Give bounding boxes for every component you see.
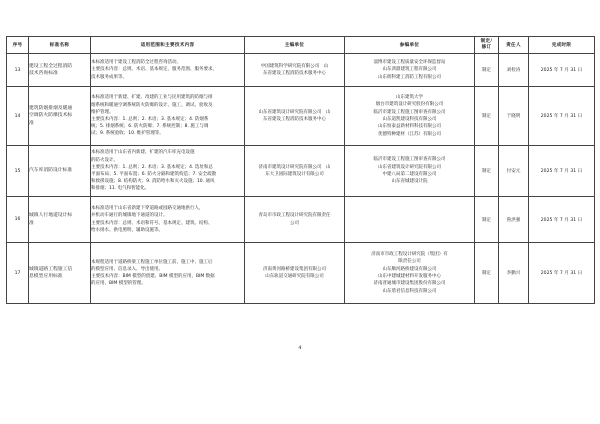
standards-table: [6, 36, 595, 304]
table-header-row: [7, 37, 595, 54]
col-header-type-text: 制定/修订: [480, 39, 493, 50]
scope-line: 本规程适用于道路桥梁工程施工单位施工前、施工中、施工后: [91, 259, 213, 265]
col-header-scope: 适用范围和主要技术内容: [91, 37, 245, 54]
partner-unit: 限责任公司: [398, 259, 421, 265]
col-header-person: 责任人: [499, 37, 529, 54]
scope-line: 本标准适用于建设工程消防全过程咨询活动。: [91, 60, 181, 66]
scope-line: 本标准适用于山东省内新建、扩建的汽车库充电设施: [91, 150, 195, 156]
partner-unit: 临沂市建设工程施工图审查有限公司: [373, 109, 446, 115]
responsible-person: 于晓明: [499, 87, 529, 146]
chief-unit-line: 东大卫国际建筑设计有限公司: [265, 172, 324, 177]
standard-name-line: 准: [29, 120, 34, 126]
deadline: 2025 年 7 月 31 日: [529, 87, 595, 146]
scope-line: 主要技术内容：总则、术语和符号、基本规定、建筑、结构、: [91, 220, 213, 226]
standard-name-line: 技术咨询标准: [29, 71, 58, 76]
standards-table-page: [6, 36, 594, 304]
row-number: 17: [7, 243, 29, 304]
chief-unit: [245, 54, 345, 87]
row-number: 16: [7, 197, 29, 243]
partner-unit: 山东省城建设计院: [391, 179, 428, 185]
revision-type: 制定: [475, 197, 499, 243]
partner-unit: 山东朗科建工消防工程有限公司: [378, 74, 441, 80]
scope-line: 本标准适用于山东省新建下穿道路或园路交通地供行人，: [91, 206, 204, 212]
row-number: 15: [7, 146, 29, 197]
scope-content: [91, 54, 245, 87]
standard-name: [29, 243, 91, 304]
standard-name: [29, 197, 91, 243]
chief-unit-line: 山东省建筑设计研究院有限公司 山: [258, 109, 331, 115]
deadline: 2025 年 7 月 31 日: [529, 146, 595, 197]
col-header-type: [475, 37, 499, 54]
chief-unit-line: 济南市建筑设计研究院有限公司 山: [258, 164, 331, 170]
chief-unit-line: 济南黄河路桥建设集团有限公司: [263, 266, 326, 272]
scope-line: 主要技术内容：1. 总则；2. 术语；3. 基本规定；4. 防烟系: [91, 117, 209, 122]
table-row: [7, 146, 595, 197]
revision-type: 制定: [475, 87, 499, 146]
partner-unit: 中建八局第二建设有限公司: [382, 172, 437, 177]
revision-type: 制定: [475, 146, 499, 197]
responsible-person: 鲁洪强: [499, 197, 529, 243]
partner-units: [345, 146, 475, 197]
scope-line: 和排烟；11. 电气和智能化。: [91, 186, 150, 192]
standard-name-line: 息模型应用标准: [29, 274, 63, 279]
chief-unit: [245, 87, 345, 146]
partner-units: [345, 243, 475, 304]
deadline: 2025 年 7 月 31 日: [529, 243, 595, 304]
scope-line: 维护管理。: [91, 109, 114, 115]
scope-line: 并机动车通行的城镇地下通道的设计。: [91, 213, 168, 219]
table-row: [7, 54, 595, 87]
partner-unit: 烟台市建筑设计研究股份有限公司: [375, 102, 444, 108]
partner-unit: 济南普通城市建设集团股份有限公司: [373, 281, 446, 287]
chief-unit-line: 东省建设工程消防技术服务中心: [263, 71, 326, 76]
partner-unit: 山东中建城建材料开发服务中心: [378, 274, 441, 279]
revision-type: 制定: [475, 243, 499, 304]
partner-unit: 山东省建筑设计研究院有限公司: [378, 164, 441, 170]
chief-unit-line: 公司: [290, 220, 299, 226]
scope-line: 的防火设计。: [91, 157, 118, 163]
chief-unit: [245, 146, 345, 197]
scope-content: [91, 197, 245, 243]
responsible-person: 付安元: [499, 146, 529, 197]
partner-units: [345, 87, 475, 146]
responsible-person: 刘检涛: [499, 54, 529, 87]
scope-line: 技术服务成果等。: [91, 74, 127, 80]
standard-name-line: 空调防火防爆技术标: [29, 113, 73, 119]
col-header-no: 序号: [7, 37, 29, 54]
table-body: [7, 54, 595, 304]
row-number: 13: [7, 54, 29, 87]
partner-unit: 优德特种建材（江苏）有限公司: [378, 131, 441, 137]
col-header-partner-units: 参编单位: [345, 37, 475, 54]
scope-line: 本标准适用于新建、扩建、改建的工业与民用建筑的防烟与排: [91, 95, 213, 101]
scope-line: 主要技术内容：1. 总则；2. 术语；3. 基本规定；4. 选址和总: [91, 164, 213, 170]
chief-unit-line: 山东轨道交通研究院有限公司: [265, 274, 324, 279]
col-header-name: 标准名称: [29, 37, 91, 54]
responsible-person: 李勤兴: [499, 243, 529, 304]
table-row: [7, 87, 595, 146]
scope-content: [91, 87, 245, 146]
partner-unit: 山东盾君信息科技有限公司: [382, 288, 437, 294]
scope-line: 的应用、BIM 模型的管理。: [91, 281, 146, 287]
standard-name: [29, 87, 91, 146]
scope-line: 试；9. 系统验收；10. 维护管理等。: [91, 131, 164, 137]
chief-unit-line: 中国建筑科学研究院有限公司 山: [260, 63, 329, 69]
scope-line: 和救援设施；8. 结构防火；9. 消防给水和灭火设施；10. 通风: [91, 179, 215, 185]
deadline: 2025 年 7 月 31 日: [529, 54, 595, 87]
page-number: 4: [298, 345, 302, 351]
standard-name: [29, 146, 91, 197]
scope-line: 统；5. 排烟系统；6. 防火防爆；7. 系统控制；8. 施工与调: [91, 124, 209, 130]
chief-unit: [245, 197, 345, 243]
partner-units: [345, 54, 475, 87]
deadline: 2025 年 7 月 31 日: [529, 197, 595, 243]
standard-name-line: 建筑防烟排烟及暖通: [29, 106, 73, 112]
partner-unit: 山东道凯建设科技有限公司: [382, 117, 437, 122]
scope-content: [91, 243, 245, 304]
revision-type: 制定: [475, 54, 499, 87]
table-row: [7, 243, 595, 304]
scope-line: 给水排水、供电照明、辅助设施等。: [91, 227, 163, 233]
standard-name-line: 准: [29, 220, 34, 226]
chief-unit: [245, 243, 345, 304]
table-row: [7, 197, 595, 243]
col-header-chief-unit: 主编单位: [245, 37, 345, 54]
scope-line: 平面布局；5. 平面布置；6. 防火分隔和建筑构造；7. 安全疏散: [91, 172, 217, 177]
scope-line: 烟系统和暖通空调系统防火防爆的设计、施工、调试、验收及: [91, 102, 213, 108]
partner-unit: 山东恒泰益新材料科技有限公司: [378, 124, 441, 130]
scope-line: 的模型应用、信息录入、导出使用。: [91, 266, 163, 272]
scope-line: 主要技术内容：总则、术语、基本规定、服务范围、服务要求、: [91, 67, 217, 73]
partner-unit: 山东建筑大学: [396, 94, 423, 100]
row-number: 14: [7, 87, 29, 146]
standard-name-line: 建设工程全过程消防: [29, 63, 73, 69]
standard-name: [29, 54, 91, 87]
chief-unit-line: 青岛市市政工程设计研究院有限责任: [258, 213, 331, 219]
chief-unit-line: 东省建设工程消防技术服务中心: [263, 117, 326, 122]
partner-units: [345, 197, 475, 243]
partner-unit: 淄博市建设工程质量安全环保监督站: [373, 59, 446, 65]
scope-content: [91, 146, 245, 197]
standard-name-line: 汽车库消防设计标准: [29, 168, 73, 174]
partner-unit: 济南市市政工程设计研究院（集团）有: [371, 251, 448, 257]
col-header-deadline: 完成时限: [529, 37, 595, 54]
partner-unit: 临沂市建设工程施工图审查有限公司: [373, 157, 446, 163]
scope-line: 主要技术内容：BIM 模型的创建、BIM 模型的应用、BIM 数据: [91, 274, 215, 279]
standard-name-line: 城镇道路工程施工信: [29, 266, 73, 272]
partner-unit: 山东鸿鼎建筑工程有限公司: [382, 67, 437, 73]
partner-unit: 山东顺河路桥建设有限公司: [382, 266, 437, 272]
standard-name-line: 城镇人行地道设计标: [29, 213, 73, 219]
